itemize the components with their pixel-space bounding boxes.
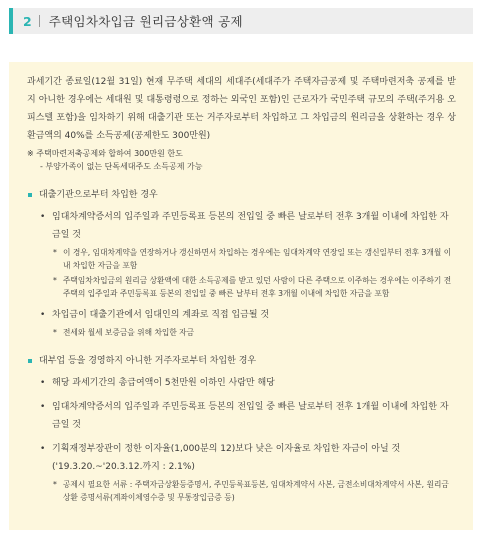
sub-list-item [27, 326, 456, 339]
header-divider [39, 15, 40, 27]
list-item-text: 차입금이 대출기관에서 임대인의 계좌로 직접 입금될 것 [52, 310, 270, 320]
list-item [27, 398, 456, 434]
lender-section-label: 대출기관으로부터 차입한 경우 [39, 190, 158, 200]
bullet-icon: • [40, 378, 46, 388]
list-item [27, 374, 456, 392]
sub-list-item-text: 전세와 월세 보증금을 위해 차입한 자금 [63, 328, 195, 337]
bullet-icon: • [40, 212, 46, 222]
accent-bar [9, 8, 13, 34]
sub-list-item [27, 246, 456, 272]
asterisk-icon: * [53, 480, 57, 489]
asterisk-icon: * [53, 248, 57, 257]
list-item [27, 440, 456, 476]
section-title: 주택임차차입금 원리금상환액 공제 [48, 14, 243, 29]
individual-section-label: 대부업 등을 경영하지 아니한 거주자로부터 차입한 경우 [39, 356, 257, 366]
content-box [9, 62, 473, 530]
sub-list-item [27, 478, 456, 504]
section-header [9, 8, 473, 34]
bullet-icon: • [40, 444, 46, 454]
intro-paragraph: 과세기간 종료일(12월 31일) 현재 무주택 세대의 세대주(세대주가 주택자금공제 및 주택마련저축 공제를 받지 아니한 경우에는 세대원 및 대통령령으로 정하는 외국인 포함)인 근로자가 국민주택 규모의 주택(주거용 오피스텔 포함)을 임차하기 위해 대출기관 또는 거주자로부터 차입하고 그 차입금의 원리금을 상환하는 경우 상환금액의 40%를 소득공제(공제한도 300만원) [27, 77, 456, 141]
sub-list-item [27, 274, 456, 300]
bullet-icon: • [40, 310, 46, 320]
sub-list-item-text: 공제시 필요한 서류 : 주택자금상환등증명서, 주민등록표등본, 임대차계약서 사본, 금전소비대차계약서 사본, 원리금 상환 증명서류(계좌이체영수증 및 무통장입금증 등) [63, 480, 449, 502]
list-item-text: 임대차계약증서의 입주일과 주민등록표 등본의 전입일 중 빠른 날로부터 전후 3개월 이내에 차입한 자금일 것 [52, 212, 449, 240]
list-item [27, 306, 456, 324]
section-number: 2 [23, 13, 32, 29]
sub-list-item-text: 주택임차차입금의 원리금 상환액에 대한 소득공제를 받고 있던 사람이 다른 주택으로 이주하는 경우에는 이주하기 전 주택의 입주일과 주민등록표 등본의 전입일 중 빠른 날부터 전후 3개월 이내에 차입한 자금을 포함 [63, 276, 452, 298]
sub-list-item-text: 이 경우, 임대차계약을 연장하거나 갱신하면서 차입하는 경우에는 임대차계약 연장일 또는 갱신일부터 전후 3개월 이내 차입한 자금을 포함 [63, 248, 452, 270]
limit-note: ※ 주택마련저축공제와 합하여 300만원 한도 [27, 149, 183, 158]
square-bullet-icon [28, 359, 32, 363]
asterisk-icon: * [53, 328, 57, 337]
lender-section-title [27, 188, 456, 202]
asterisk-icon: * [53, 276, 57, 285]
list-item-text: 기획재정부장관이 정한 이자율(1,000분의 12)보다 낮은 이자율로 차입한 자금이 아닐 것 ('19.3.20.~'20.3.12.까지 : 2.1%) [52, 444, 401, 472]
list-item-text: 임대차계약증서의 입주일과 주민등록표 등본의 전입일 중 빠른 날로부터 전후 1개월 이내에 차입한 자금일 것 [52, 402, 449, 430]
list-item [27, 208, 456, 244]
individual-section-title [27, 354, 456, 368]
square-bullet-icon [28, 193, 32, 197]
list-item-text: 해당 과세기간의 총급여액이 5천만원 이하인 사람만 해당 [52, 378, 275, 388]
bullet-icon: • [40, 402, 46, 412]
single-household-note: - 부양가족이 없는 단독세대주도 소득공제 가능 [40, 161, 203, 171]
